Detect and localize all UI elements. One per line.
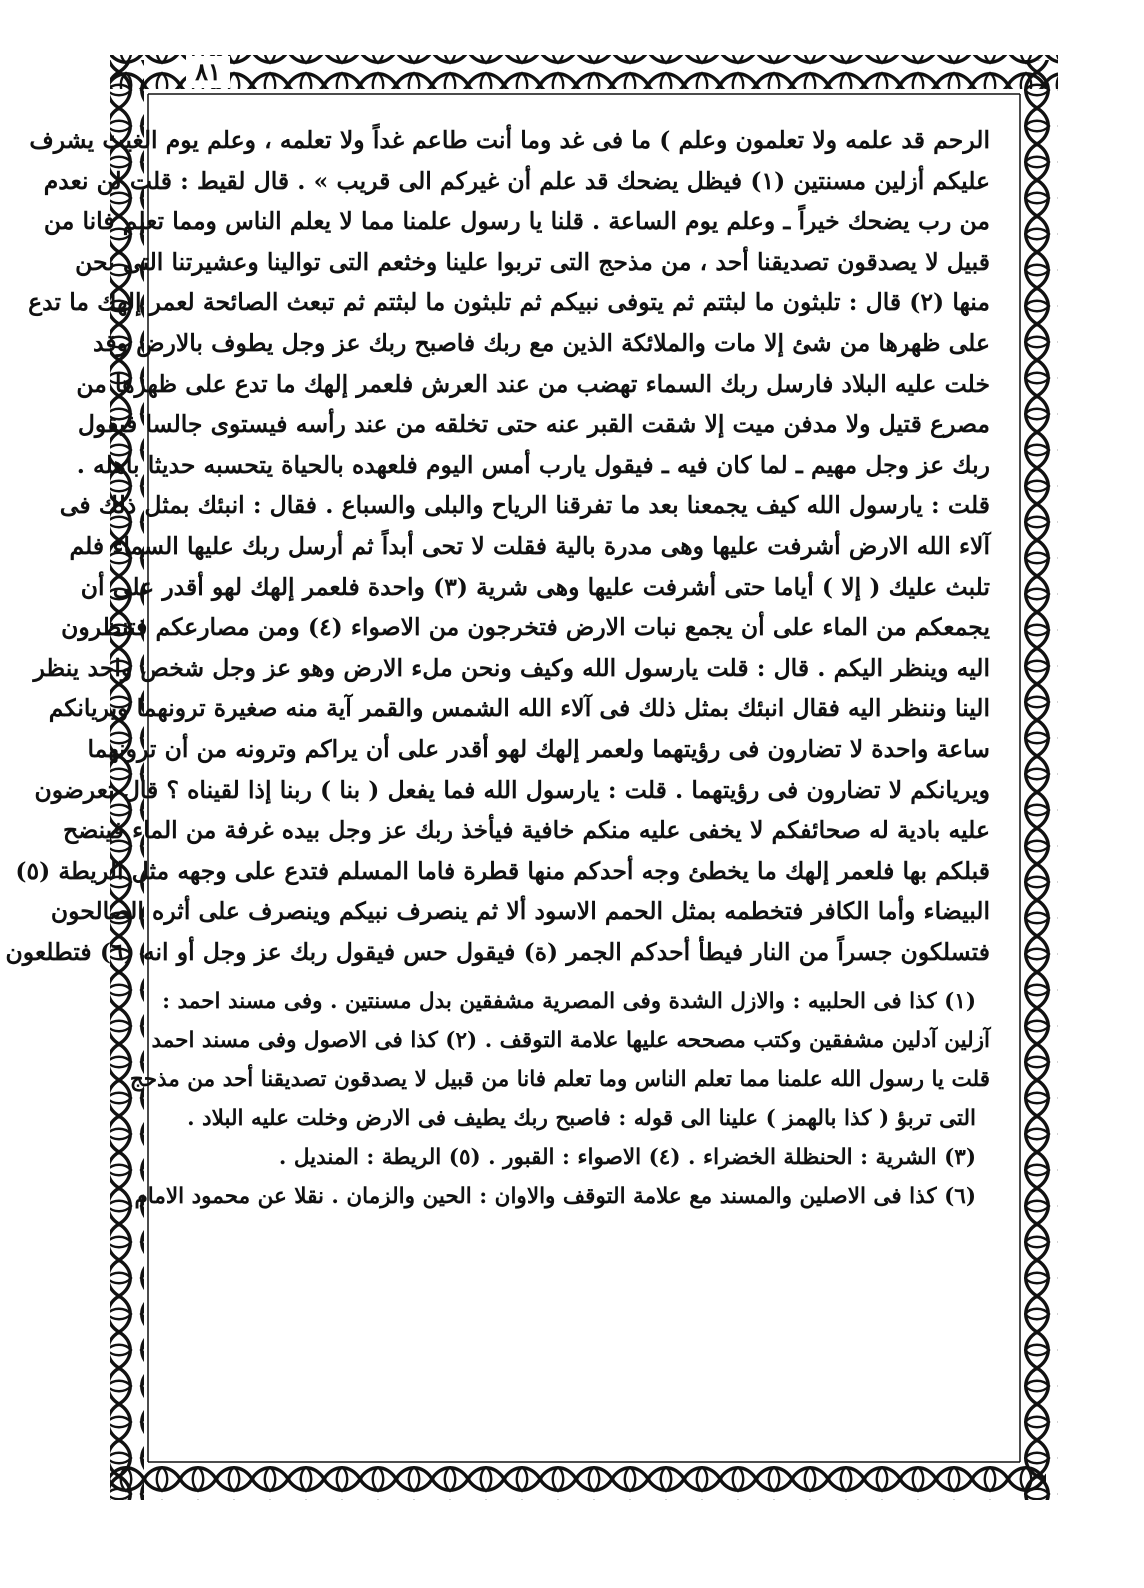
text-line: آلاء الله الارض أشرفت عليها وهى مدرة بالية فقلت لا تحى أبداً ثم أرسل ربك عليها السماء فلم — [69, 531, 990, 560]
text-line: تلبث عليك ( إلا ) أياما حتى أشرفت عليها وهى شرية (٣) واحدة فلعمر إلهك لهو أقدر على أن — [80, 572, 990, 601]
text-line: خلت عليه البلاد فارسل ربك السماء تهضب من عند العرش فلعمر إلهك ما تدع على ظهرها من — [76, 369, 990, 398]
text-line: قبلكم بها فلعمر إلهك ما يخطئ وجه أحدكم منها قطرة فاما المسلم فتدع على وجهه مثل الريطة (٥) — [15, 856, 990, 885]
text-line: ويريانكم لا تضارون فى رؤيتهما . قلت : يارسول الله فما يفعل ( بنا ) ربنا إذا لقيناه ؟ قال تعرضون — [34, 775, 990, 804]
footnote-line: (١) كذا فى الحلبيه : والازل الشدة وفى المصرية مشفقين بدل مسنتين . وفى مسند احمد : — [162, 989, 976, 1015]
text-line: فتسلكون جسراً من النار فيطأ أحدكم الجمر (ة) فيقول حس فيقول ربك عز وجل أو انه (٦) فتطلعون — [5, 937, 990, 966]
text-line: اليه وينظر اليكم . قال : قلت يارسول الله وكيف ونحن ملء الارض وهو عز وجل شخص واحد ينظر — [33, 653, 990, 682]
footnote-line: قلت يا رسول الله علمنا مما تعلم الناس وما تعلم فانا من قبيل لا يصدقون تصديقنا أحد من مذحج — [129, 1067, 990, 1093]
text-line: عليه بادية له صحائفكم لا يخفى عليه منكم خافية فيأخذ ربك عز وجل بيده غرفة من الماء فينضح — [63, 816, 990, 845]
text-line: على ظهرها من شئ إلا مات والملائكة الذين مع ربك فاصبح ربك عز وجل يطوف بالارض وقد — [93, 328, 990, 357]
footnote-line: آزلين آدلين مشفقين وكتب مصححه عليها علامة التوقف . (٢) كذا فى الاصول وفى مسند احمد — [151, 1028, 990, 1054]
main-text — [5, 120, 990, 972]
text-line: البيضاء وأما الكافر فتخطمه بمثل الحمم الاسود ألا ثم ينصرف نبيكم وينصرف على أثره الصالحون — [50, 897, 990, 926]
page-content — [5, 120, 990, 1450]
footnote-line: التى تربؤ ( كذا بالهمز ) علينا الى قوله : فاصبح ربك يطيف فى الارض وخلت عليه البلاد . — [187, 1106, 976, 1132]
footnote-line: (٦) كذا فى الاصلين والمسند مع علامة التوقف والاوان : الحين والزمان . نقلا عن محمود الامام — [134, 1184, 976, 1210]
text-line: من رب يضحك خيراً ـ وعلم يوم الساعة . قلنا يا رسول علمنا مما لا يعلم الناس ومما تعلم فانا من — [43, 207, 990, 236]
page-number: ٨١ — [186, 56, 230, 88]
text-line: قلت : يارسول الله كيف يجمعنا بعد ما تفرقنا الرياح والبلى والسباع . فقال : انبئك بمثل ذلك فى — [59, 491, 990, 520]
text-line: يجمعكم من الماء على أن يجمع نبات الارض فتخرجون من الاصواء (٤) ومن مصارعكم فتنظرون — [61, 613, 990, 642]
footnote-line: (٣) الشرية : الحنظلة الخضراء . (٤) الاصواء : القبور . (٥) الريطة : المنديل . — [278, 1145, 976, 1171]
text-line: مصرع قتيل ولا مدفن ميت إلا شقت القبر عنه حتى تخلقه من عند رأسه فيستوى جالسا فيقول — [77, 410, 990, 439]
text-line: ساعة واحدة لا تضارون فى رؤيتهما ولعمر إلهك لهو أقدر على أن يراكم وترونه من أن ترونهما — [87, 734, 990, 763]
text-line: الرحم قد علمه ولا تعلمون وعلم ) ما فى غد وما أنت طاعم غداً ولا تعلمه ، وعلم يوم الغيث يشرف — [29, 126, 990, 154]
text-line: قبيل لا يصدقون تصديقنا أحد ، من مذحج التى تربوا علينا وخثعم التى توالينا وعشيرتنا التى نحن — [75, 247, 990, 276]
text-line: ربك عز وجل مهيم ـ لما كان فيه ـ فيقول يارب أمس اليوم فلعهده بالحياة يتحسبه حديثا باهله . — [76, 450, 990, 479]
text-line: عليكم أزلين مسنتين (١) فيظل يضحك قد علم أن غيركم الى قريب » . قال لقيط : قلت لن نعدم — [43, 166, 990, 195]
text-line: منها (٢) قال : تلبثون ما لبثتم ثم يتوفى نبيكم ثم تلبثون ما لبثتم ثم تبعث الصائحة لعمر إلهك ما تدع — [28, 288, 990, 317]
text-line: الينا وننظر اليه فقال انبئك بمثل ذلك فى آلاء الله الشمس والقمر آية منه صغيرة ترونهما ويريانكم — [48, 694, 990, 723]
footnotes — [129, 982, 990, 1216]
